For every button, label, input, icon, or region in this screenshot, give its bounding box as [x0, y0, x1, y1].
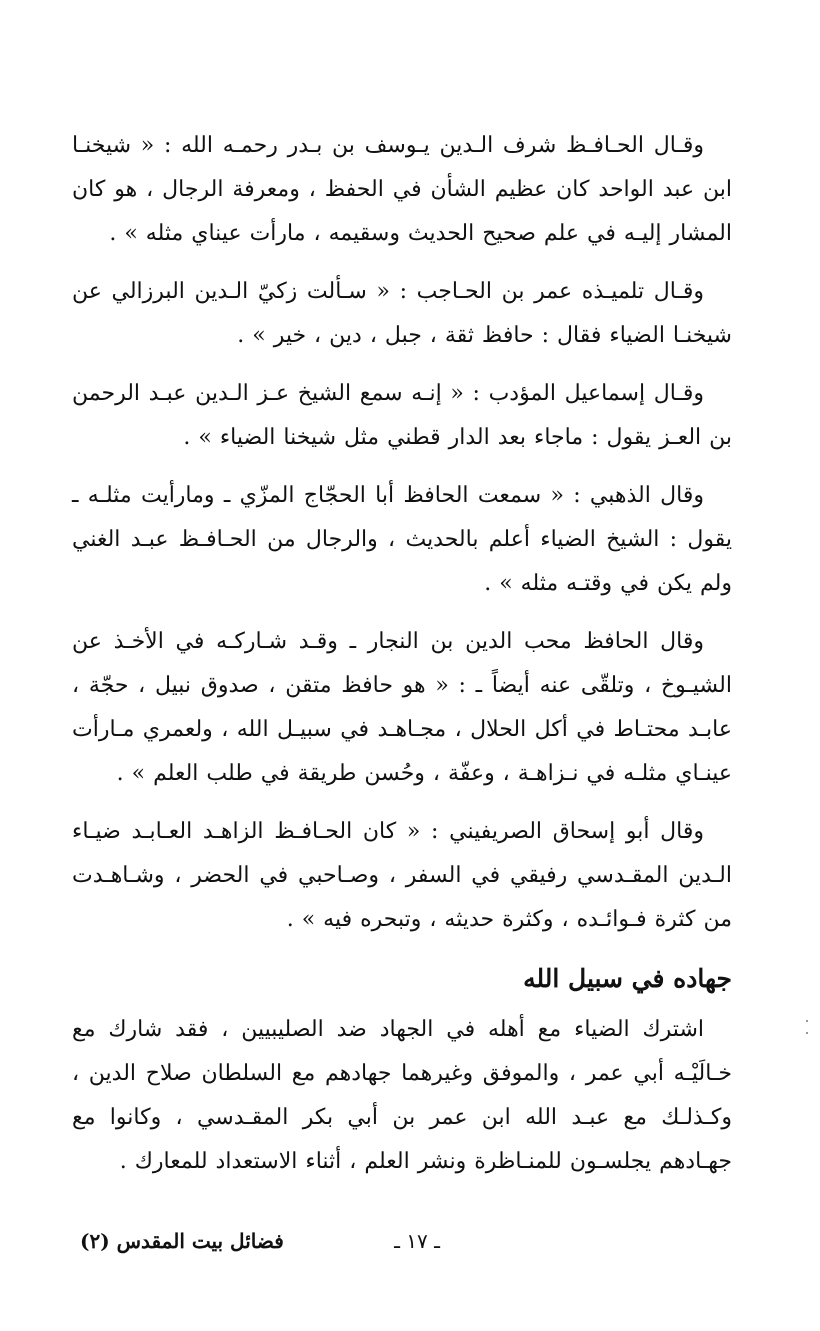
page-number: ـ ١٧ ـ: [394, 1229, 440, 1253]
paragraph-ismail-al-muaddib: وقـال إسماعيل المؤدب : « إنـه سمع الشيخ عـز الـدين عبـد الرحمن بن العـز يقول : ماجاء بعد الدار قطني مثل شيخنا الضياء » .: [72, 381, 732, 450]
section-heading: جهاده في سبيل الله: [523, 964, 732, 993]
paragraph-al-sarifini: وقال أبو إسحاق الصريفيني : « كان الحـافـظ الزاهـد العـابـد ضيـاء الـدين المقـدسي رفيقي في السفر ، وصـاحبي في الحضر ، وشـاهـدت من كثرة فـوائـده ، وكثرة حديثه ، وتبحره فيه » .: [72, 819, 732, 932]
running-title: فضائل بيت المقدس (٢): [80, 1229, 284, 1253]
paragraph-ibn-al-najjar: وقال الحافظ محب الدين بن النجار ـ وقـد شـاركـه في الأخـذ عن الشيـوخ ، وتلقّى عنه أيضاً ـ : « هو حافظ متقن ، صدوق نبيل ، حجّة ، عابـد محتـاط في أكل الحلال ، مجـاهـد في سبيـل الله ، ولعمري مـارأت عينـاي مثلـه في نـزاهـة ، وعفّة ، وحُسن طريقة في طلب العلم » .: [72, 629, 732, 786]
paragraph-umar-ibn-al-hajib: وقـال تلميـذه عمر بن الحـاجب : « سـألت زكيّ الـدين البرزالي عن شيخنـا الضياء فقال : حافظ ثقة ، جبل ، دين ، خير » .: [72, 279, 732, 348]
scan-speck: [806, 1032, 808, 1034]
paragraph-al-dhahabi: وقال الذهبي : « سمعت الحافظ أبا الحجّاج المزّي ـ ومارأيت مثلـه ـ يقول : الشيخ الضياء أعلم بالحديث ، والرجال من الحـافـظ عبـد الغني ولم يكن في وقتـه مثله » .: [72, 483, 732, 596]
section-paragraph: اشترك الضياء مع أهله في الجهاد ضد الصليبيين ، فقد شارك مع خـالَيْـه أبي عمر ، والموفق وغيرهما جهادهم مع السلطان صلاح الدين ، وكـذلـك مع عبـد الله ابن عمر بن أبي بكر المقـدسي ، وكانوا مع جهـادهم يجلسـون للمنـاظرة ونشر العلم ، أثناء الاستعداد للمعارك .: [72, 1017, 732, 1174]
paragraph-yusuf-ibn-badr: وقـال الحـافـظ شرف الـدين يـوسف بن بـدر رحمـه الله : « شيخنـا ابن عبد الواحد كان عظيم الشأن في الحفظ ، ومعرفة الرجال ، هو كان المشار إليـه في علم صحيح الحديث وسقيمه ، مارأت عيناي مثله » .: [72, 133, 732, 246]
page-footer: [80, 1229, 740, 1265]
page-body: [72, 124, 732, 1198]
scan-speck: [806, 1020, 808, 1022]
